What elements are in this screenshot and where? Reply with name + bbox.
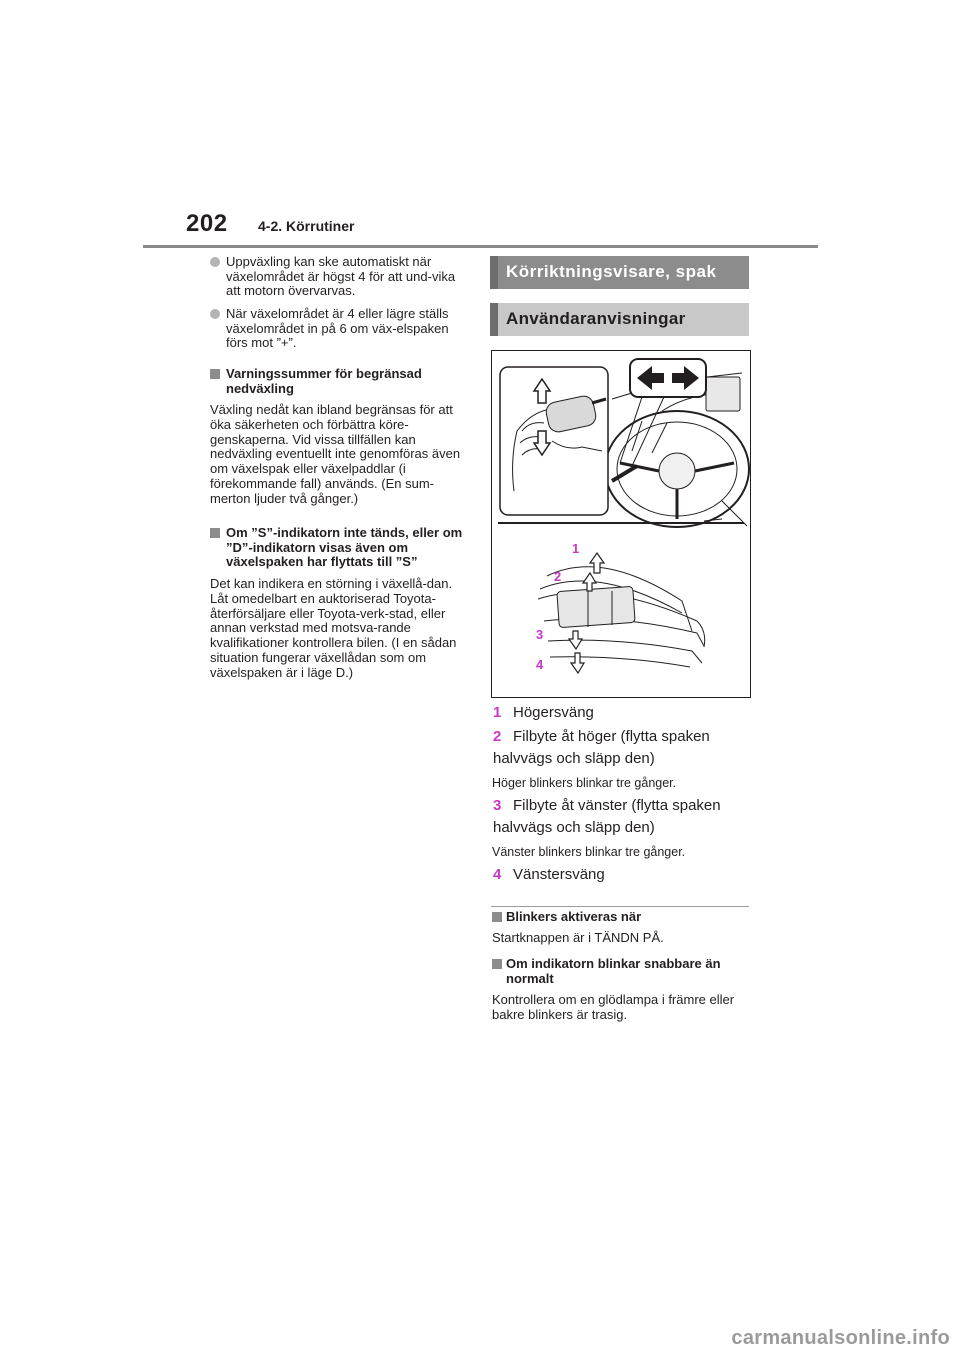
heading-text: Om ”S”-indikatorn inte tänds, eller om ”D”-indikatorn visas även om växelspaken har flyttats till ”S” [226,525,463,570]
step-number: 2 [493,728,502,745]
hand-inset [500,367,608,515]
right-heading-2 [492,957,750,986]
square-bullet-icon [492,912,502,922]
bullet-text: Uppväxling kan ske automatiskt när växelområdet är högst 4 för att und-vika att motorn övervarvas. [226,254,456,299]
bar-accent [490,256,498,289]
subsection-header-bar [490,303,749,336]
step-2 [493,726,751,770]
step-text: Högersväng [513,704,594,721]
right-heading-1 [492,910,750,925]
step-3-note: Vänster blinkers blinkar tre gånger. [492,845,686,859]
watermark: carmanualsonline.info [731,1327,950,1349]
figure-label-2: 2 [554,569,562,584]
section-header-bar [490,256,749,289]
square-bullet-icon [210,369,220,379]
left-bullet-2 [210,307,468,351]
step-text: Vänstersväng [513,866,605,883]
square-bullet-icon [492,959,502,969]
step-3 [493,795,751,839]
step-number: 3 [493,797,502,814]
heading-text: Blinkers aktiveras när [506,909,642,924]
heading-text: Om indikatorn blinkar snabbare än normalt [506,956,721,986]
step-text: Filbyte åt höger (flytta spaken halvvägs och släpp den) [493,728,710,767]
left-text-1: Växling nedåt kan ibland begränsas för att öka säkerheten och förbättra köre-genskaperna. Vid vissa tillfällen kan nedväxling eventuellt inte genomföras även om växelspak eller växelpaddlar (i förekommande fall) används. (En sum-merton ljuder två gånger.) [210,402,461,506]
bar-accent [490,303,498,336]
left-bullet-1 [210,255,468,299]
step-number: 4 [493,866,502,883]
figure-label-4: 4 [536,657,544,672]
step-number: 1 [493,704,502,721]
position-1-arrow-icon [590,553,604,573]
section-heading: Körriktningsvisare, spak [506,262,717,281]
step-1 [493,702,751,724]
heading-text: Varningssummer för begränsad nedväxling [226,366,422,396]
figure-label-1: 1 [572,541,580,556]
subsection-heading: Användaranvisningar [506,309,686,328]
figure-label-3: 3 [536,627,544,642]
step-4 [493,864,751,886]
square-bullet-icon [210,528,220,538]
left-text-2: Det kan indikera en störning i växellå-dan. Låt omedelbart en auktoriserad Toyota-återförsäljare eller Toyota-verk-stad, eller annan verkstad med motsva-rande kvalifikationer kontrollera bilen. (I en sådan situation fungerar växellådan som om växelspaken är i läge D.) [210,576,457,680]
bullet-icon [210,309,220,319]
bullet-icon [210,257,220,267]
right-divider [491,906,749,907]
turn-signal-illustration [492,351,750,697]
turn-signal-figure [491,350,751,698]
step-text: Filbyte åt vänster (flytta spaken halvvägs och släpp den) [493,797,721,836]
left-heading-2 [210,526,468,570]
position-4-arrow-icon [571,653,584,673]
position-3-arrow-icon [569,631,582,649]
header-divider [143,245,818,248]
step-2-note: Höger blinkers blinkar tre gånger. [492,776,677,790]
page-number: 202 [186,210,228,237]
chapter-title: 4-2. Körrutiner [258,218,355,234]
left-heading-1 [210,367,468,396]
right-text-2: Kontrollera om en glödlampa i främre eller bakre blinkers är trasig. [492,992,735,1022]
right-text-1: Startknappen är i TÄNDN PÅ. [492,930,664,945]
position-2-arrow-icon [583,573,596,591]
bullet-text: När växelområdet är 4 eller lägre ställs växelområdet in på 6 om väx-elspaken förs mot ”+”. [226,306,449,351]
